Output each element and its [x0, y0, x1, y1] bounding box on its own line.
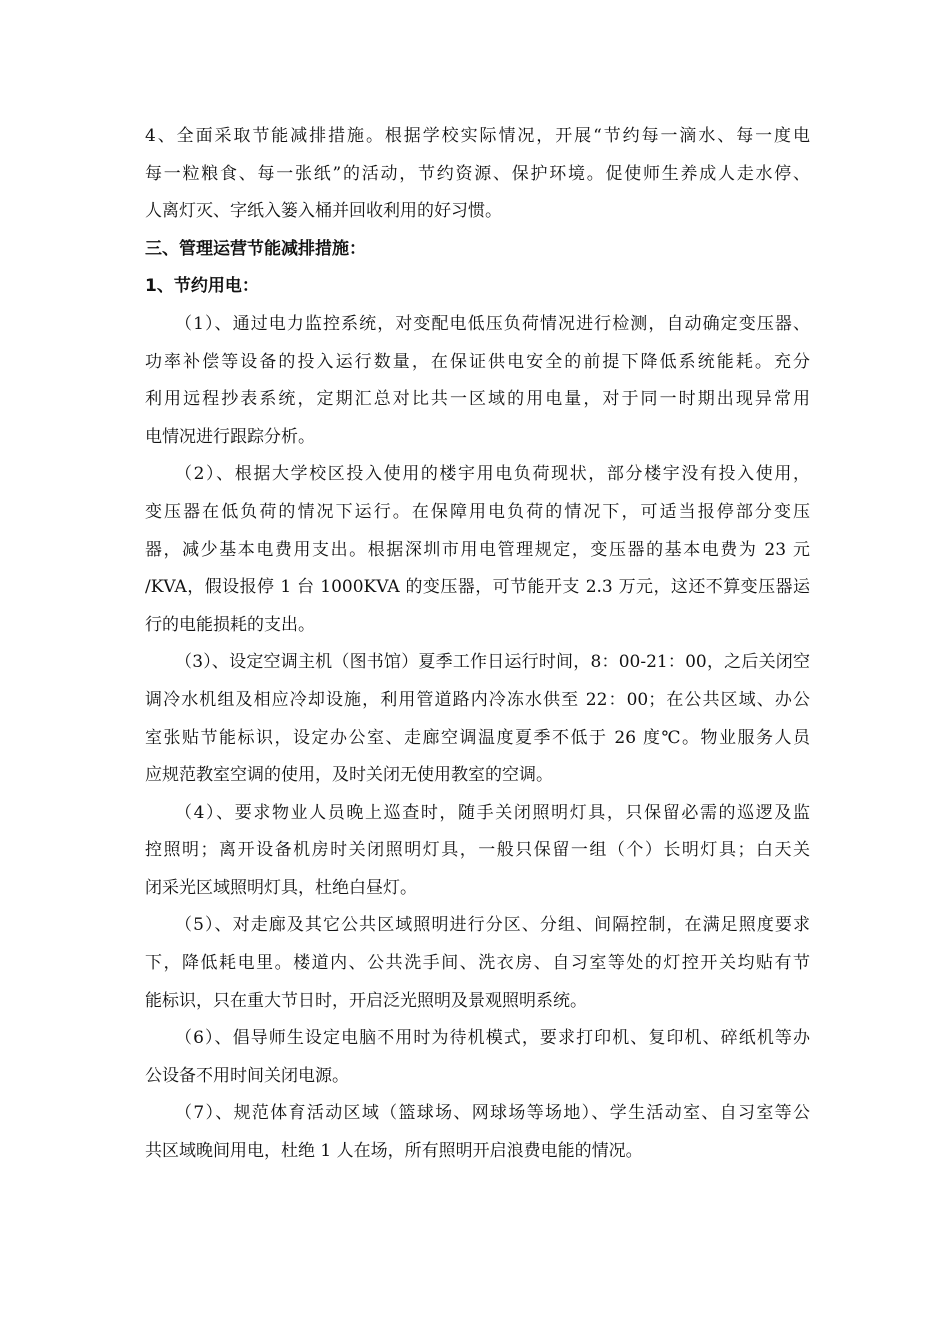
- paragraph-line: 公设备不用时间关闭电源。: [145, 1065, 349, 1086]
- paragraph-line: 器，减少基本电费用支出。根据深圳市用电管理规定，变压器的基本电费为 23 元: [145, 539, 810, 560]
- paragraph-6: [145, 1020, 810, 1095]
- paragraph-line: （4）、要求物业人员晚上巡查时，随手关闭照明灯具，只保留必需的巡逻及监: [175, 802, 810, 823]
- paragraph-line: （3）、设定空调主机（图书馆）夏季工作日运行时间，8：00-21：00，之后关闭空: [175, 652, 810, 673]
- item-4-paragraph: [145, 118, 810, 231]
- paragraph-line: （5）、对走廊及其它公共区域照明进行分区、分组、间隔控制，在满足照度要求: [175, 915, 810, 936]
- subsection-1-heading: 1、节约用电：: [145, 276, 259, 297]
- paragraph-line: （7）、规范体育活动区域（篮球场、网球场等场地）、学生活动室、自习室等公: [175, 1103, 810, 1124]
- paragraph-line: 利用远程抄表系统，定期汇总对比共一区域的用电量，对于同一时期出现异常用: [145, 389, 810, 410]
- paragraph-line: 下，降低耗电里。楼道内、公共洗手间、洗衣房、自习室等处的灯控开关均贴有节: [145, 953, 810, 974]
- paragraph-line: /KVA，假设报停 1 台 1000KVA 的变压器，可节能开支 2.3 万元，这还不算变压器运: [145, 577, 810, 598]
- paragraph-5: [145, 907, 810, 1020]
- paragraph-line: 电情况进行跟踪分析。: [145, 426, 315, 447]
- document-page: [145, 118, 810, 1171]
- paragraph-line: 能标识，只在重大节日时，开启泛光照明及景观照明系统。: [145, 990, 587, 1011]
- section-3-heading: 三、管理运营节能减排措施：: [145, 238, 366, 259]
- paragraph-line: 变压器在低负荷的情况下运行。在保障用电负荷的情况下，可适当报停部分变压: [145, 501, 810, 522]
- paragraph-line: 应规范教室空调的使用，及时关闭无使用教室的空调。: [145, 765, 553, 786]
- paragraph-line: （6）、倡导师生设定电脑不用时为待机模式，要求打印机、复印机、碎纸机等办: [175, 1028, 810, 1049]
- paragraph-line: 4、全面采取节能减排措施。根据学校实际情况，开展“节约每一滴水、每一度电: [145, 126, 810, 146]
- paragraph-3: [145, 644, 810, 794]
- paragraph-line: （2）、根据大学校区投入使用的楼宇用电负荷现状，部分楼宇没有投入使用，: [175, 464, 810, 485]
- paragraph-line: （1）、通过电力监控系统，对变配电低压负荷情况进行检测，自动确定变压器、: [175, 313, 810, 334]
- paragraph-line: 每一粒粮食、每一张纸”的活动，节约资源、保护环境。促使师生养成人走水停、: [145, 163, 810, 184]
- paragraph-line: 行的电能损耗的支出。: [145, 614, 315, 635]
- paragraph-line: 室张贴节能标识，设定办公室、走廊空调温度夏季不低于 26 度℃。物业服务人员: [145, 727, 810, 748]
- paragraph-line: 闭采光区域照明灯具，杜绝白昼灯。: [145, 877, 417, 898]
- paragraph-line: 控照明；离开设备机房时关闭照明灯具，一般只保留一组（个）长明灯具；白天关: [145, 840, 810, 861]
- paragraph-4: [145, 795, 810, 908]
- paragraph-line: 共区域晚间用电，杜绝 1 人在场，所有照明开启浪费电能的情况。: [145, 1141, 643, 1162]
- paragraph-line: 人离灯灭、字纸入篓入桶并回收利用的好习惯。: [145, 201, 502, 222]
- paragraph-7: [145, 1095, 810, 1170]
- paragraph-1: [145, 306, 810, 456]
- paragraph-line: 功率补偿等设备的投入运行数量，在保证供电安全的前提下降低系统能耗。充分: [145, 351, 810, 372]
- paragraph-line: 调冷水机组及相应冷却设施，利用管道路内冷冻水供至 22：00；在公共区域、办公: [145, 689, 810, 710]
- paragraph-2: [145, 456, 810, 644]
